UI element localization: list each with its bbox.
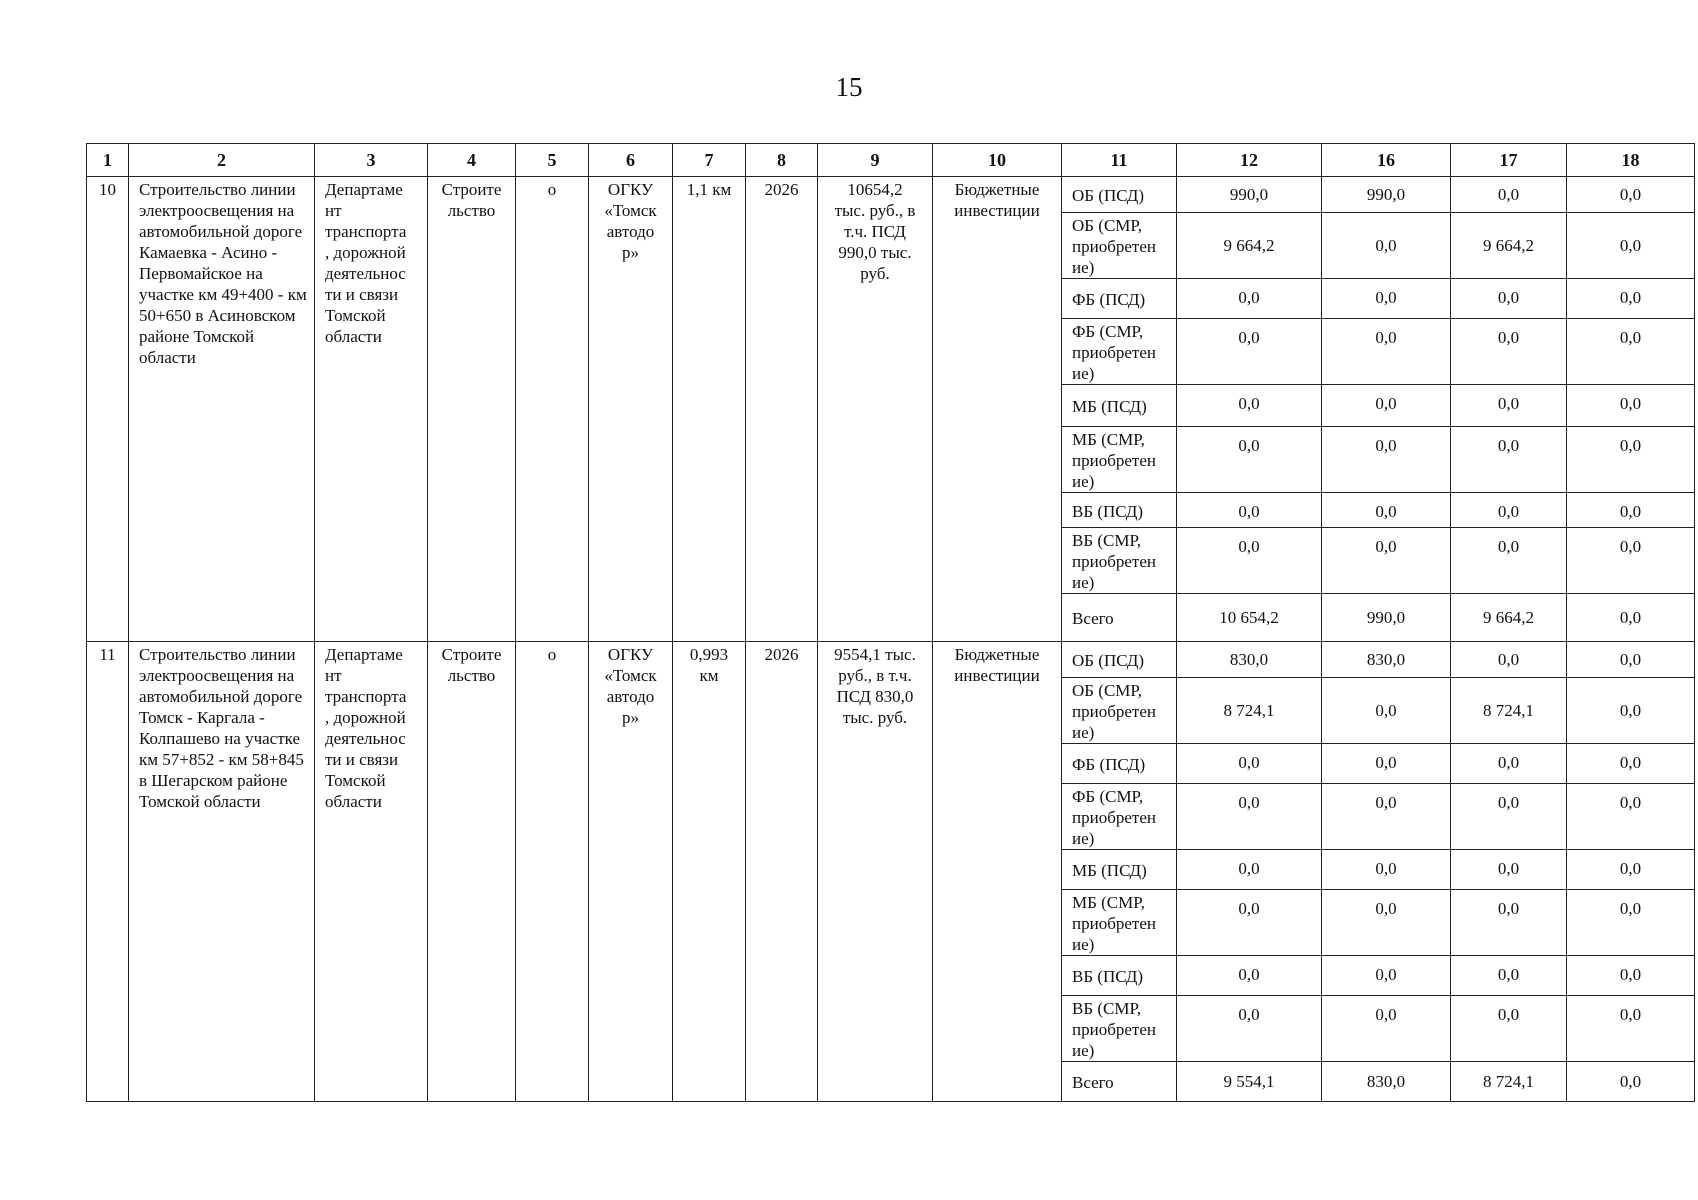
header-cell: 1 (87, 144, 129, 177)
value-col-16: 0,0 (1322, 385, 1451, 427)
funding-source: Всего (1062, 594, 1177, 642)
value-col-12: 0,0 (1177, 319, 1322, 385)
value-col-12: 8 724,1 (1177, 678, 1322, 744)
value-col-17: 0,0 (1451, 177, 1567, 213)
value-col-16: 0,0 (1322, 850, 1451, 890)
project-customer: ОГКУ «Томск автодо р» (589, 642, 673, 1102)
value-col-12: 0,0 (1177, 784, 1322, 850)
value-col-18: 0,0 (1567, 385, 1695, 427)
value-col-17: 0,0 (1451, 890, 1567, 956)
value-col-17: 0,0 (1451, 744, 1567, 784)
value-col-18: 0,0 (1567, 493, 1695, 528)
value-col-16: 0,0 (1322, 784, 1451, 850)
value-col-16: 830,0 (1322, 1062, 1451, 1102)
value-col-18: 0,0 (1567, 528, 1695, 594)
value-col-16: 0,0 (1322, 744, 1451, 784)
page-number: 15 (835, 72, 863, 102)
funding-source: ВБ (СМР, приобретен ие) (1062, 996, 1177, 1062)
value-col-18: 0,0 (1567, 744, 1695, 784)
funding-source: ОБ (СМР, приобретен ие) (1062, 213, 1177, 279)
header-cell: 2 (129, 144, 315, 177)
funding-source: МБ (ПСД) (1062, 850, 1177, 890)
funding-source: МБ (ПСД) (1062, 385, 1177, 427)
value-col-12: 0,0 (1177, 890, 1322, 956)
value-col-16: 0,0 (1322, 427, 1451, 493)
header-cell: 6 (589, 144, 673, 177)
project-investment: Бюджетные инвестиции (933, 177, 1062, 642)
value-col-17: 0,0 (1451, 784, 1567, 850)
value-col-18: 0,0 (1567, 177, 1695, 213)
value-col-12: 0,0 (1177, 427, 1322, 493)
value-col-12: 0,0 (1177, 744, 1322, 784)
value-col-18: 0,0 (1567, 784, 1695, 850)
project-length: 0,993 км (673, 642, 746, 1102)
value-col-17: 9 664,2 (1451, 594, 1567, 642)
value-col-12: 9 554,1 (1177, 1062, 1322, 1102)
funding-source: Всего (1062, 1062, 1177, 1102)
header-cell: 8 (746, 144, 818, 177)
value-col-18: 0,0 (1567, 319, 1695, 385)
value-col-18: 0,0 (1567, 1062, 1695, 1102)
project-number: 10 (87, 177, 129, 642)
table-body (87, 177, 1695, 1102)
project-length: 1,1 км (673, 177, 746, 642)
funding-source: ВБ (СМР, приобретен ие) (1062, 528, 1177, 594)
value-col-17: 0,0 (1451, 385, 1567, 427)
project-name: Строительство линии электроосвещения на автомобильной дороге Томск - Каргала - Колпашево на участке км 57+852 - км 58+845 в Шегарском районе Томской области (129, 642, 315, 1102)
value-col-18: 0,0 (1567, 427, 1695, 493)
value-col-12: 0,0 (1177, 493, 1322, 528)
value-col-18: 0,0 (1567, 594, 1695, 642)
value-col-17: 8 724,1 (1451, 678, 1567, 744)
funding-source: ФБ (ПСД) (1062, 744, 1177, 784)
funding-source: ФБ (ПСД) (1062, 279, 1177, 319)
project-number: 11 (87, 642, 129, 1102)
investment-table (86, 143, 1695, 1102)
project-name: Строительство линии электроосвещения на автомобильной дороге Камаевка - Асино - Первомайское на участке км 49+400 - км 50+650 в Асиновском районе Томской области (129, 177, 315, 642)
value-col-17: 9 664,2 (1451, 213, 1567, 279)
value-col-17: 0,0 (1451, 642, 1567, 678)
value-col-16: 0,0 (1322, 678, 1451, 744)
value-col-17: 0,0 (1451, 427, 1567, 493)
project-department: Департаме нт транспорта , дорожной деятельнос ти и связи Томской области (315, 642, 428, 1102)
value-col-12: 0,0 (1177, 528, 1322, 594)
project-col5: о (516, 642, 589, 1102)
value-col-16: 830,0 (1322, 642, 1451, 678)
value-col-12: 9 664,2 (1177, 213, 1322, 279)
funding-source: МБ (СМР, приобретен ие) (1062, 427, 1177, 493)
funding-source: ВБ (ПСД) (1062, 493, 1177, 528)
value-col-18: 0,0 (1567, 678, 1695, 744)
project-cost: 9554,1 тыс. руб., в т.ч. ПСД 830,0 тыс. руб. (818, 642, 933, 1102)
value-col-12: 0,0 (1177, 385, 1322, 427)
value-col-17: 0,0 (1451, 528, 1567, 594)
value-col-12: 0,0 (1177, 279, 1322, 319)
value-col-17: 0,0 (1451, 956, 1567, 996)
header-row (87, 144, 1695, 177)
funding-source: ВБ (ПСД) (1062, 956, 1177, 996)
value-col-12: 0,0 (1177, 956, 1322, 996)
value-col-12: 990,0 (1177, 177, 1322, 213)
value-col-18: 0,0 (1567, 890, 1695, 956)
project-work-type: Строите льство (428, 177, 516, 642)
header-cell: 16 (1322, 144, 1451, 177)
project-col5: о (516, 177, 589, 642)
header-cell: 10 (933, 144, 1062, 177)
value-col-17: 0,0 (1451, 850, 1567, 890)
value-col-16: 0,0 (1322, 319, 1451, 385)
header-cell: 18 (1567, 144, 1695, 177)
header-cell: 17 (1451, 144, 1567, 177)
project-year: 2026 (746, 642, 818, 1102)
value-col-16: 0,0 (1322, 493, 1451, 528)
value-col-16: 0,0 (1322, 213, 1451, 279)
value-col-17: 0,0 (1451, 279, 1567, 319)
project-work-type: Строите льство (428, 642, 516, 1102)
header-cell: 12 (1177, 144, 1322, 177)
value-col-12: 10 654,2 (1177, 594, 1322, 642)
value-col-16: 990,0 (1322, 177, 1451, 213)
value-col-18: 0,0 (1567, 850, 1695, 890)
value-col-12: 830,0 (1177, 642, 1322, 678)
project-department: Департаме нт транспорта , дорожной деятельнос ти и связи Томской области (315, 177, 428, 642)
value-col-16: 0,0 (1322, 528, 1451, 594)
header-cell: 4 (428, 144, 516, 177)
funding-source: ОБ (ПСД) (1062, 177, 1177, 213)
funding-source: ФБ (СМР, приобретен ие) (1062, 319, 1177, 385)
value-col-18: 0,0 (1567, 642, 1695, 678)
value-col-17: 0,0 (1451, 996, 1567, 1062)
funding-source: ОБ (ПСД) (1062, 642, 1177, 678)
funding-source: ФБ (СМР, приобретен ие) (1062, 784, 1177, 850)
value-col-16: 0,0 (1322, 279, 1451, 319)
value-col-18: 0,0 (1567, 996, 1695, 1062)
value-col-17: 0,0 (1451, 493, 1567, 528)
table-row (87, 642, 1695, 678)
header-cell: 11 (1062, 144, 1177, 177)
value-col-16: 0,0 (1322, 996, 1451, 1062)
funding-source: ОБ (СМР, приобретен ие) (1062, 678, 1177, 744)
project-year: 2026 (746, 177, 818, 642)
value-col-18: 0,0 (1567, 213, 1695, 279)
value-col-18: 0,0 (1567, 279, 1695, 319)
value-col-16: 0,0 (1322, 956, 1451, 996)
project-investment: Бюджетные инвестиции (933, 642, 1062, 1102)
value-col-16: 0,0 (1322, 890, 1451, 956)
value-col-17: 8 724,1 (1451, 1062, 1567, 1102)
value-col-12: 0,0 (1177, 996, 1322, 1062)
project-customer: ОГКУ «Томск автодо р» (589, 177, 673, 642)
header-cell: 9 (818, 144, 933, 177)
value-col-18: 0,0 (1567, 956, 1695, 996)
funding-source: МБ (СМР, приобретен ие) (1062, 890, 1177, 956)
header-cell: 3 (315, 144, 428, 177)
value-col-12: 0,0 (1177, 850, 1322, 890)
value-col-17: 0,0 (1451, 319, 1567, 385)
header-cell: 5 (516, 144, 589, 177)
value-col-16: 990,0 (1322, 594, 1451, 642)
table-row (87, 177, 1695, 213)
project-cost: 10654,2 тыс. руб., в т.ч. ПСД 990,0 тыс. руб. (818, 177, 933, 642)
header-cell: 7 (673, 144, 746, 177)
